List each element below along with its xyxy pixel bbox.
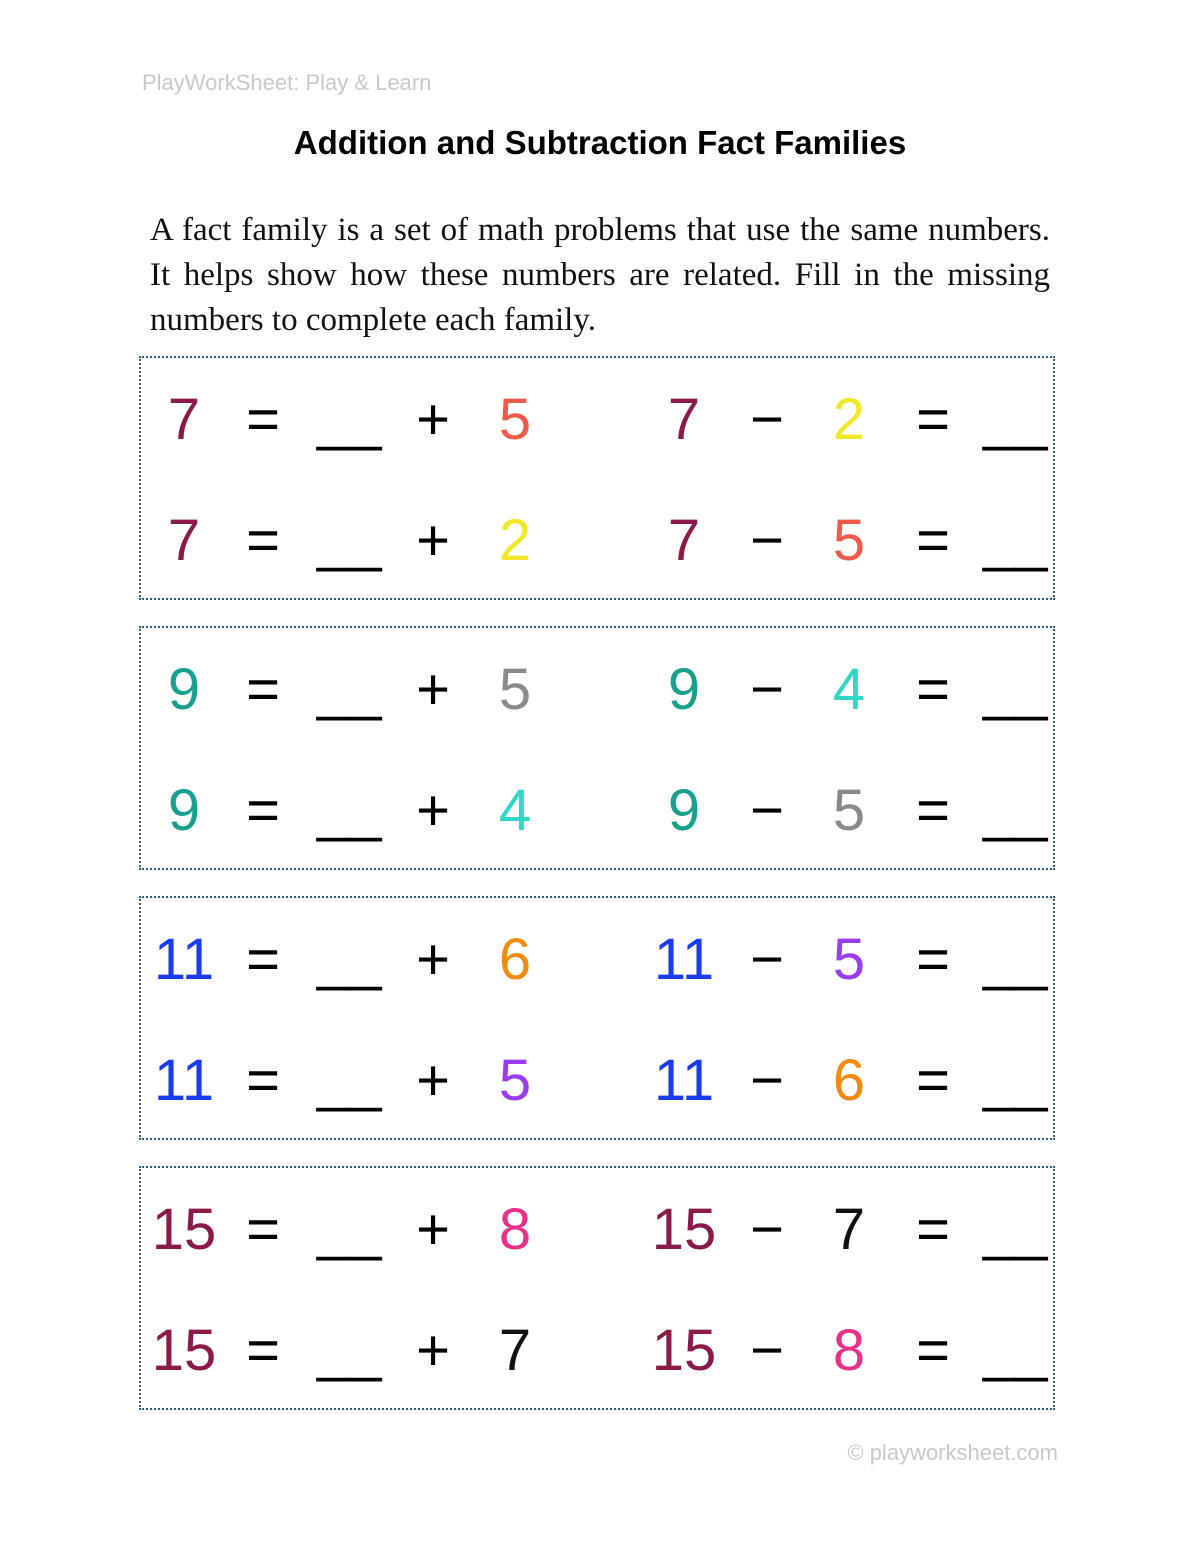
subtrahend-number: 4 [832,657,866,722]
subtrahend-number: 5 [832,927,866,992]
answer-blank[interactable]: __ [317,508,382,573]
addend-number: 4 [498,778,532,843]
answer-blank[interactable]: __ [983,657,1048,722]
plus-sign: + [416,1197,450,1262]
answer-blank[interactable]: __ [983,1197,1048,1262]
fact-family-box [139,1166,1055,1410]
equals-sign: = [916,778,950,843]
total-number: 7 [667,508,701,573]
addend-number: 2 [498,508,532,573]
total-number: 15 [151,1197,217,1262]
total-number: 9 [167,657,201,722]
answer-blank[interactable]: __ [317,387,382,452]
equals-sign: = [246,927,280,992]
answer-blank[interactable]: __ [983,1318,1048,1383]
total-number: 9 [667,657,701,722]
total-number: 11 [153,1048,215,1113]
total-number: 7 [167,387,201,452]
total-number: 11 [153,927,215,992]
subtrahend-number: 2 [832,387,866,452]
equals-sign: = [916,1318,950,1383]
equals-sign: = [246,657,280,722]
subtrahend-number: 7 [832,1197,866,1262]
plus-sign: + [416,778,450,843]
answer-blank[interactable]: __ [317,1048,382,1113]
equals-sign: = [916,657,950,722]
plus-sign: + [416,657,450,722]
equals-sign: = [916,1197,950,1262]
fact-family-box [139,356,1055,600]
equation-row [141,771,1053,851]
equals-sign: = [246,1197,280,1262]
intro-text: A fact family is a set of math problems that use the same numbers. It helps show how these numbers are related. Fill in the missing numbers to complete each family. [150,212,1050,338]
plus-sign: + [416,508,450,573]
equals-sign: = [916,1048,950,1113]
equation-row [141,1311,1053,1391]
equals-sign: = [246,1048,280,1113]
total-number: 9 [167,778,201,843]
total-number: 15 [151,1318,217,1383]
answer-blank[interactable]: __ [983,778,1048,843]
answer-blank[interactable]: __ [317,927,382,992]
subtrahend-number: 5 [832,778,866,843]
subtrahend-number: 6 [832,1048,866,1113]
equation-row [141,920,1053,1000]
equation-row [141,1041,1053,1121]
minus-sign: − [750,927,784,992]
total-number: 15 [651,1197,717,1262]
equals-sign: = [916,387,950,452]
addend-number: 8 [498,1197,532,1262]
equation-row [141,650,1053,730]
minus-sign: − [750,1318,784,1383]
footer-copyright: © playworksheet.com [847,1440,1058,1465]
total-number: 15 [651,1318,717,1383]
equation-row [141,380,1053,460]
subtrahend-number: 5 [832,508,866,573]
total-number: 7 [667,387,701,452]
equals-sign: = [246,778,280,843]
equals-sign: = [246,508,280,573]
answer-blank[interactable]: __ [317,657,382,722]
answer-blank[interactable]: __ [983,508,1048,573]
plus-sign: + [416,1048,450,1113]
plus-sign: + [416,927,450,992]
answer-blank[interactable]: __ [317,778,382,843]
equals-sign: = [916,508,950,573]
total-number: 11 [653,927,715,992]
addend-number: 7 [498,1318,532,1383]
total-number: 9 [667,778,701,843]
answer-blank[interactable]: __ [983,927,1048,992]
equation-row [141,501,1053,581]
equation-row [141,1190,1053,1270]
plus-sign: + [416,387,450,452]
answer-blank[interactable]: __ [983,1048,1048,1113]
minus-sign: − [750,1048,784,1113]
equals-sign: = [916,927,950,992]
minus-sign: − [750,1197,784,1262]
header-brand: PlayWorkSheet: Play & Learn [142,70,432,95]
page-title: Addition and Subtraction Fact Families [293,124,907,161]
minus-sign: − [750,778,784,843]
addend-number: 6 [498,927,532,992]
total-number: 11 [653,1048,715,1113]
fact-family-box [139,896,1055,1140]
addend-number: 5 [498,1048,532,1113]
answer-blank[interactable]: __ [317,1318,382,1383]
equals-sign: = [246,387,280,452]
answer-blank[interactable]: __ [983,387,1048,452]
minus-sign: − [750,657,784,722]
plus-sign: + [416,1318,450,1383]
subtrahend-number: 8 [832,1318,866,1383]
fact-family-box [139,626,1055,870]
answer-blank[interactable]: __ [317,1197,382,1262]
minus-sign: − [750,508,784,573]
minus-sign: − [750,387,784,452]
addend-number: 5 [498,387,532,452]
addend-number: 5 [498,657,532,722]
total-number: 7 [167,508,201,573]
equals-sign: = [246,1318,280,1383]
